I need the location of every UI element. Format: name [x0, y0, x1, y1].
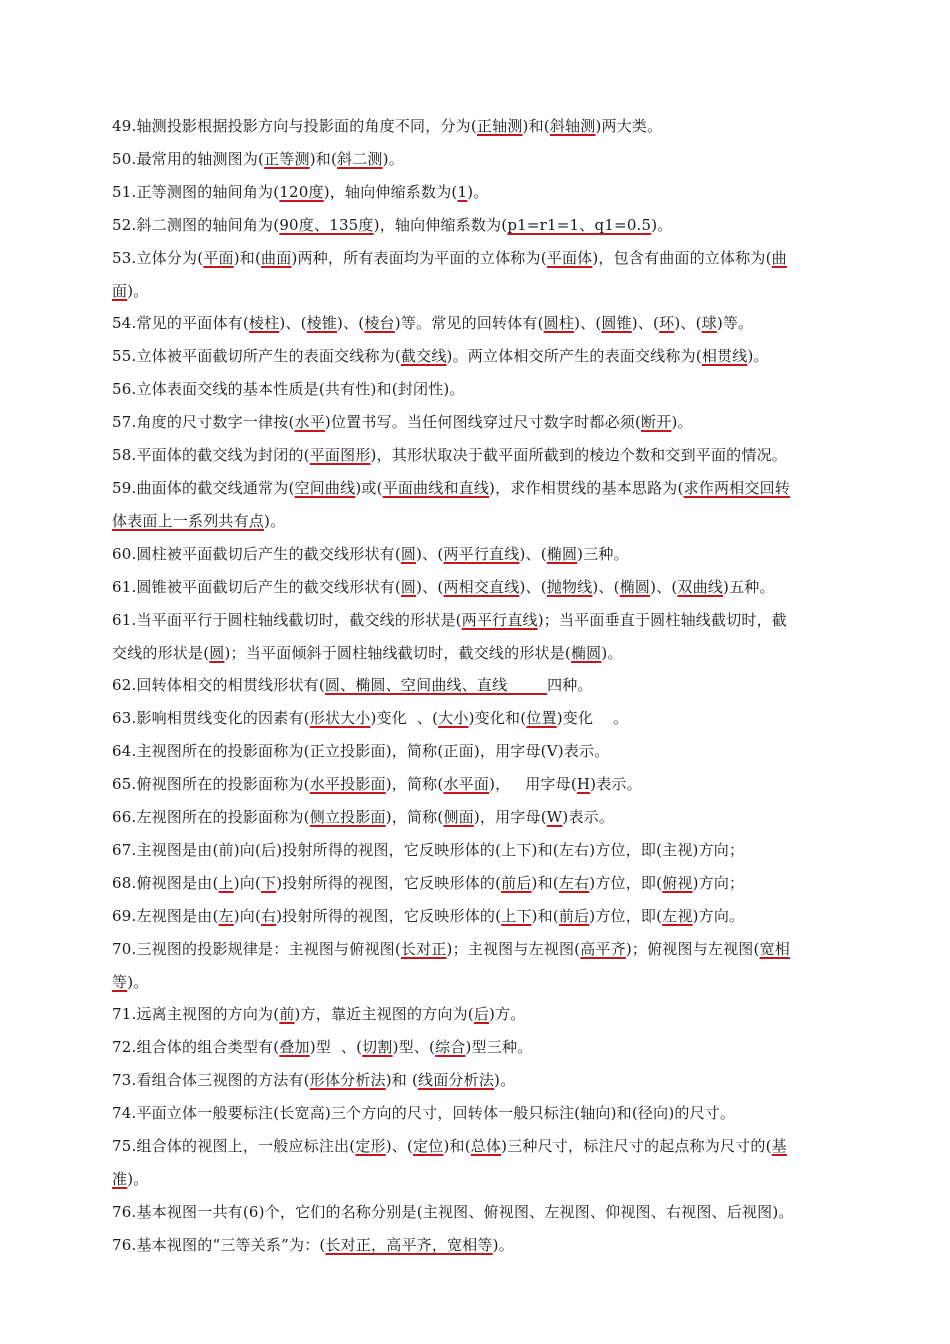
question-text: )方位，即( [589, 906, 663, 925]
question-text: )投射所得的视图，它反映形体的( [276, 906, 502, 925]
document-page [112, 110, 864, 1262]
question-text: 56.立体表面交线的基本性质是(共有性)和(封闭性)。 [112, 380, 465, 399]
answer-text: 上下 [501, 906, 532, 925]
answer-text: 左 [218, 906, 234, 925]
question-text: )方，靠近主视图的方向为( [294, 1005, 474, 1024]
answer-text: 体表面上一系列共有点 [112, 511, 265, 530]
answer-text: 水平投影面 [309, 775, 386, 794]
question-text: )、( [416, 544, 444, 563]
question-text: )向( [233, 873, 262, 892]
answer-text: 1 [457, 182, 468, 201]
text-line [112, 307, 864, 340]
answer-text: 球 [701, 314, 717, 333]
question-text: )和( [309, 149, 338, 168]
question-text: )等。常见的回转体有( [394, 314, 544, 333]
text-line [112, 801, 864, 834]
answer-text: 侧面 [443, 808, 474, 827]
question-text: 73.看组合体三视图的方法有( [112, 1071, 310, 1090]
answer-text: 平面 [203, 248, 234, 267]
question-text: 71.远离主视图的方向为( [112, 1005, 280, 1024]
question-text: 51.正等测图的轴间角为( [112, 182, 280, 201]
answer-text: 圆、椭圆、空间曲线、直线 [324, 676, 548, 695]
question-text: )、( [631, 314, 660, 333]
question-text: )，简称( [385, 775, 444, 794]
question-text: )表示。 [562, 808, 615, 827]
question-text: )；主视图与左视图( [446, 939, 581, 958]
question-text: 66.左视图所在的投影面称为( [112, 808, 310, 827]
text-line [112, 867, 864, 900]
answer-text: 左视 [662, 906, 693, 925]
question-text: )。 [671, 413, 693, 432]
question-text: 70.三视图的投影规律是：主视图与俯视图( [112, 939, 401, 958]
question-text: )方向； [692, 873, 745, 892]
question-text: )。 [601, 643, 623, 662]
question-text: )，包含有曲面的立体称为( [592, 248, 772, 267]
question-text: 67.主视图是由(前)向(后)投射所得的视图，它反映形体的(上下)和(左右)方位，即(主视)方向； [112, 840, 745, 859]
answer-text: 两平行直线 [461, 610, 538, 629]
question-text: )、( [574, 314, 602, 333]
answer-text: 正等测 [264, 149, 310, 168]
question-text: )、( [674, 314, 702, 333]
question-text: )向( [233, 906, 262, 925]
question-text: 63.影响相贯线变化的因素有( [112, 709, 310, 728]
answer-text: 棱台 [364, 314, 395, 333]
text-line [112, 702, 864, 735]
answer-text: p1=r1=1、q1=0.5 [507, 215, 652, 234]
answer-text: 圆柱 [543, 314, 575, 333]
answer-text: 空间曲线 [294, 478, 356, 497]
question-text: )型、( [392, 1038, 436, 1057]
answer-text: 综合 [435, 1038, 466, 1057]
question-text: 76.基本视图一共有(6)个，它们的名称分别是(主视图、俯视图、左视图、仰视图、右视图、后视图)。 [112, 1202, 794, 1221]
answer-text: 长对正 [400, 939, 447, 958]
text-line [112, 637, 864, 670]
text-line [112, 1031, 864, 1064]
question-text: )。两立体相交所产生的表面交线称为( [446, 347, 702, 366]
question-text: )，轴向伸缩系数为( [323, 182, 458, 201]
answer-text: 斜轴测 [549, 117, 596, 135]
text-line [112, 933, 864, 966]
text-line [112, 472, 864, 505]
text-line [112, 966, 864, 999]
text-line [112, 604, 864, 637]
text-line [112, 505, 864, 538]
answer-text: 形状大小 [309, 709, 371, 728]
text-line [112, 1163, 864, 1196]
answer-text: 两相交直线 [443, 577, 520, 596]
answer-text: 面 [112, 281, 128, 300]
answer-text: 总体 [470, 1137, 502, 1156]
text-line [112, 1196, 864, 1229]
question-text: )，轴向伸缩系数为( [373, 215, 508, 234]
text-line [112, 571, 864, 604]
question-text: )投射所得的视图，它反映形体的( [276, 873, 502, 892]
question-text: 75.组合体的视图上，一般应标注出( [112, 1137, 356, 1156]
question-text: )；当平面倾斜于圆柱轴线截切时，截交线的形状是( [224, 643, 571, 662]
question-text: 65.俯视图所在的投影面称为( [112, 775, 310, 794]
text-line [112, 275, 864, 308]
question-text: )和( [233, 248, 262, 267]
question-text: 59.曲面体的截交线通常为( [112, 478, 295, 497]
question-text: 72.组合体的组合类型有( [112, 1038, 280, 1057]
answer-text: 叠加 [279, 1038, 310, 1057]
question-text: )，简称( [385, 808, 444, 827]
question-text: )。 [127, 1170, 149, 1188]
answer-text: 曲面 [261, 248, 292, 267]
text-line [112, 735, 864, 768]
question-text: )。 [492, 1235, 514, 1254]
answer-text: 平面图形 [309, 446, 371, 465]
answer-text: 下 [261, 873, 277, 892]
question-text: )方向。 [692, 906, 745, 925]
text-line [112, 110, 864, 143]
question-text: 64.主视图所在的投影面称为(正立投影面)，简称(正面)，用字母(V)表示。 [112, 742, 610, 761]
question-text: )、( [519, 577, 547, 596]
answer-text: 90度、135度 [279, 215, 374, 234]
question-text: 55.立体被平面截切所产生的表面交线称为( [112, 347, 401, 366]
text-line [112, 1130, 864, 1163]
answer-text: 双曲线 [677, 577, 724, 596]
answer-text: 截交线 [400, 347, 447, 366]
answer-text: H [576, 775, 591, 794]
answer-text: 120度 [279, 182, 324, 201]
answer-text: 求作两相交回转 [683, 478, 790, 497]
question-text: )和( [531, 873, 559, 892]
question-text: 61.当平面平行于圆柱轴线截切时，截交线的形状是( [112, 610, 462, 629]
text-line [112, 406, 864, 439]
question-text: )、( [650, 577, 678, 596]
question-text: )；俯视图与左视图( [625, 939, 760, 958]
question-text: )，求作相贯线的基本思路为( [489, 478, 684, 497]
answer-text: 高平齐 [580, 939, 626, 958]
question-text: )；当平面垂直于圆柱轴线截切时，截 [537, 610, 787, 629]
question-text: )表示。 [590, 775, 642, 794]
answer-text: 前 [279, 1005, 295, 1024]
answer-text: 抛物线 [546, 577, 593, 596]
answer-text: 水平 [294, 413, 325, 432]
text-line [112, 1097, 864, 1130]
answer-text: 俯视 [662, 873, 693, 892]
question-text: )。 [127, 972, 149, 991]
question-text: )变化 、( [370, 709, 439, 728]
question-text: )，其形状取决于截平面所截到的棱边个数和交到平面的情况。 [370, 446, 787, 465]
question-text: )五种。 [723, 577, 775, 596]
answer-text: 位置 [526, 709, 557, 728]
question-text: )、( [385, 1137, 414, 1156]
answer-text: 相贯线 [701, 347, 748, 366]
text-line [112, 1064, 864, 1097]
text-line [112, 538, 864, 571]
text-line [112, 1229, 864, 1262]
answer-text: 基 [771, 1137, 787, 1156]
question-text: )变化 。 [556, 709, 629, 728]
question-text: 74.平面立体一般要标注(长宽高)三个方向的尺寸，回转体一般只标注(轴向)和(径向)的尺寸。 [112, 1104, 736, 1123]
question-text: )。 [651, 215, 673, 234]
answer-text: 侧立投影面 [309, 808, 386, 827]
answer-text: 平面体 [546, 248, 593, 267]
text-line [112, 143, 864, 176]
question-text: 交线的形状是( [112, 643, 210, 662]
text-line [112, 998, 864, 1031]
answer-text: 宽相 [759, 939, 790, 958]
question-text: )两种，所有表面均为平面的立体称为( [291, 248, 547, 267]
answer-text: 水平面 [443, 775, 490, 794]
question-text: 52.斜二测图的轴间角为( [112, 215, 280, 234]
answer-text: 等 [112, 972, 128, 991]
answer-text: 环 [659, 314, 675, 333]
question-text: 54.常见的平面体有( [112, 314, 249, 333]
text-line [112, 768, 864, 801]
answer-text: 定位 [413, 1137, 444, 1156]
answer-text: 后 [473, 1005, 490, 1024]
answer-text: 棱柱 [248, 314, 280, 333]
answer-text: 两平行直线 [443, 544, 520, 563]
question-text: )和 ( [385, 1071, 419, 1090]
answer-text: 上 [218, 873, 234, 892]
question-text: 57.角度的尺寸数字一律按( [112, 413, 295, 432]
answer-text: 线面分析法 [418, 1071, 495, 1090]
text-line [112, 669, 864, 702]
text-line [112, 209, 864, 242]
text-line [112, 176, 864, 209]
answer-text: 形体分析法 [309, 1071, 386, 1090]
answer-text: 正轴测 [476, 117, 523, 135]
text-line [112, 439, 864, 472]
answer-text: 前后 [501, 873, 532, 892]
question-text: 68.俯视图是由( [112, 873, 219, 892]
question-text: )和( [522, 117, 550, 135]
question-text: )。 [467, 182, 489, 201]
answer-text: 椭圆 [546, 544, 578, 563]
question-text: )。 [127, 281, 149, 300]
answer-text: 圆 [209, 643, 225, 662]
question-text: )、( [416, 577, 444, 596]
text-line [112, 834, 864, 867]
answer-text: 长对正，高平齐，宽相等 [325, 1235, 493, 1254]
question-text: )、( [337, 314, 365, 333]
question-text: 76.基本视图的“三等关系”为：( [112, 1235, 326, 1254]
answer-text: 棱锥 [306, 314, 338, 333]
text-line [112, 900, 864, 933]
question-text: 62.回转体相交的相贯线形状有( [112, 676, 325, 695]
text-line [112, 340, 864, 373]
answer-text: 定形 [355, 1137, 386, 1156]
question-text: )， 用字母( [489, 775, 577, 794]
answer-text: 圆 [400, 577, 417, 596]
question-text: 四种。 [547, 676, 593, 695]
answer-text: W [546, 808, 563, 827]
question-text: )型三种。 [465, 1038, 533, 1057]
question-text: 61.圆锥被平面截切后产生的截交线形状有( [112, 577, 401, 596]
question-text: )。 [494, 1071, 516, 1090]
question-text: )两大类。 [595, 117, 663, 135]
question-text: )。 [382, 149, 404, 168]
answer-text: 平面曲线和直线 [382, 478, 490, 497]
question-text: )和( [531, 906, 559, 925]
question-text: )三种尺寸，标注尺寸的起点称为尺寸的( [501, 1137, 772, 1156]
text-line [112, 242, 864, 275]
answer-text: 大小 [438, 709, 469, 728]
answer-text: 右 [261, 906, 277, 925]
question-text: 53.立体分为( [112, 248, 204, 267]
question-text: )等。 [716, 314, 754, 333]
question-text: )或( [355, 478, 383, 497]
answer-text: 圆 [400, 544, 417, 563]
question-text: )三种。 [577, 544, 629, 563]
question-text: 50.最常用的轴测图为( [112, 149, 265, 168]
answer-text: 切割 [362, 1038, 393, 1057]
text-line [112, 373, 864, 406]
answer-text: 圆锥 [601, 314, 632, 333]
question-text: 69.左视图是由( [112, 906, 219, 925]
question-text: )，用字母( [473, 808, 547, 827]
answer-text: 断开 [641, 413, 672, 432]
question-text: )变化和( [468, 709, 527, 728]
answer-text: 左右 [558, 873, 590, 892]
answer-text: 斜二测 [337, 149, 383, 168]
question-text: )方位，即( [589, 873, 663, 892]
question-text: 49.轴测投影根据投影方向与投影面的角度不同，分为( [112, 117, 477, 135]
question-text: )、( [592, 577, 620, 596]
question-text: )型 、( [309, 1038, 363, 1057]
question-text: )、( [519, 544, 547, 563]
answer-text: 前后 [558, 906, 590, 925]
answer-text: 椭圆 [619, 577, 651, 596]
question-text: )、( [279, 314, 307, 333]
question-text: 60.圆柱被平面截切后产生的截交线形状有( [112, 544, 401, 563]
answer-text: 准 [112, 1170, 128, 1188]
question-text: )和( [443, 1137, 471, 1156]
question-text: )位置书写。当任何图线穿过尺寸数字时都必须( [324, 413, 642, 432]
question-text: )方。 [489, 1005, 526, 1024]
answer-text: 曲 [771, 248, 787, 267]
answer-text: 椭圆 [570, 643, 602, 662]
question-text: )。 [747, 347, 769, 366]
question-text: 58.平面体的截交线为封闭的( [112, 446, 310, 465]
question-text: )。 [264, 511, 286, 530]
